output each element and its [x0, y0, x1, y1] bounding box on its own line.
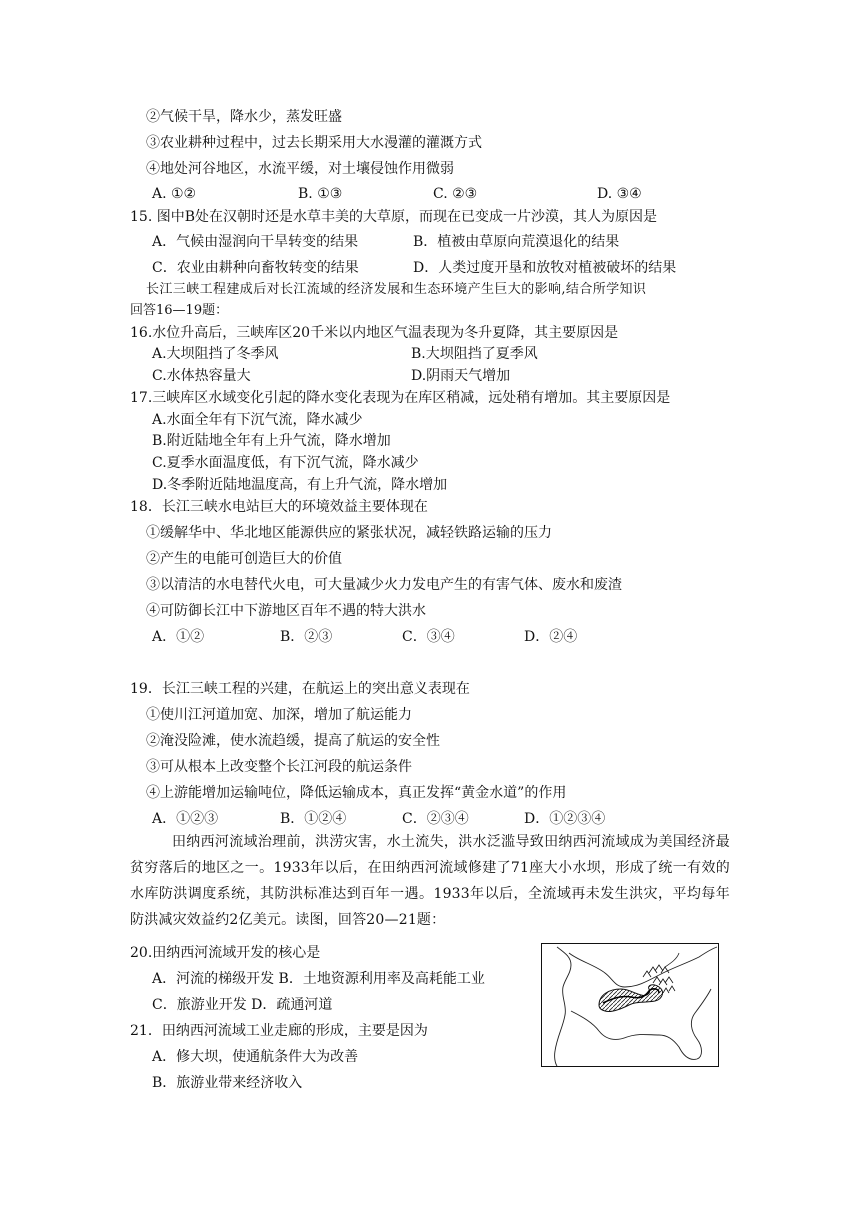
intro-16-19-line2: 回答16—19题： — [130, 303, 229, 318]
q18-option-a: A．①② — [152, 629, 205, 645]
q18-stem: 18．长江三峡水电站巨大的环境效益主要体现在 — [130, 499, 428, 515]
q15-option-c: C．农业由耕种向畜牧转变的结果 — [152, 260, 359, 276]
q17-option-d: D.冬季附近陆地温度高，有上升气流，降水增加 — [152, 477, 448, 493]
q18-item-2: ②产生的电能可创造巨大的价值 — [146, 551, 342, 567]
q20-options-cd: C．旅游业开发 D．疏通河道 — [152, 997, 333, 1013]
q17-option-b: B.附近陆地全年有上升气流，降水增加 — [152, 433, 391, 449]
option-line-3: ③农业耕种过程中，过去长期采用大水漫灌的灌溉方式 — [146, 135, 482, 151]
q18-option-b: B．②③ — [280, 629, 333, 645]
q21-option-a: A．修大坝，使通航条件大为改善 — [152, 1049, 359, 1065]
q16-option-a: A.大坝阻挡了冬季风 — [152, 346, 279, 362]
intro-16-19-line1: 长江三峡工程建成后对长江流域的经济发展和生态环境产生巨大的影响,结合所学知识 — [146, 282, 647, 297]
q19-stem: 19．长江三峡工程的兴建，在航运上的突出意义表现在 — [130, 681, 470, 697]
q20-options-ab: A．河流的梯级开发 B．土地资源利用率及高耗能工业 — [152, 971, 485, 987]
q21-stem: 21．田纳西河流域工业走廊的形成，主要是因为 — [130, 1023, 428, 1039]
q18-item-1: ①缓解华中、华北地区能源供应的紧张状况，减轻铁路运输的压力 — [146, 525, 552, 541]
q18-option-c: C．③④ — [402, 629, 455, 645]
q19-item-4: ④上游能增加运输吨位，降低运输成本，真正发挥“黄金水道”的作用 — [146, 785, 567, 801]
q18-option-d: D．②④ — [524, 629, 578, 645]
q15-option-a: A．气候由湿润向干旱转变的结果 — [152, 234, 359, 250]
q19-item-3: ③可从根本上改变整个长江河段的航运条件 — [146, 759, 412, 775]
q21-option-b: B．旅游业带来经济收入 — [152, 1075, 303, 1091]
q16-stem: 16.水位升高后，三峡库区20千米以内地区气温表现为冬升夏降，其主要原因是 — [130, 325, 619, 341]
q16-option-c: C.水体热容量大 — [152, 368, 251, 384]
q15-option-d: D．人类过度开垦和放牧对植被破坏的结果 — [413, 260, 677, 276]
q19-option-c: C．②③④ — [402, 811, 469, 827]
q17-option-a: A.水面全年有下沉气流，降水减少 — [152, 412, 363, 428]
tennessee-basin-map — [541, 943, 719, 1067]
q18-item-4: ④可防御长江中下游地区百年不遇的特大洪水 — [146, 603, 426, 619]
q16-option-d: D.阴雨天气增加 — [411, 368, 511, 384]
q15-stem: 15. 图中B处在汉朝时还是水草丰美的大草原，而现在已变成一片沙漠，其人为原因是 — [130, 209, 658, 225]
choice-a: A. ①② — [152, 186, 197, 202]
option-line-2: ②气候干旱，降水少，蒸发旺盛 — [146, 109, 342, 125]
q17-option-c: C.夏季水面温度低，有下沉气流，降水减少 — [152, 455, 419, 471]
q19-item-1: ①使川江河道加宽、加深，增加了航运能力 — [146, 707, 412, 723]
option-line-4: ④地处河谷地区，水流平缓，对土壤侵蚀作用微弱 — [146, 161, 454, 177]
q15-option-b: B．植被由草原向荒漠退化的结果 — [413, 234, 620, 250]
q20-stem: 20.田纳西河流域开发的核心是 — [130, 945, 321, 961]
q19-option-a: A．①②③ — [152, 811, 219, 827]
intro-20-21-paragraph: 田纳西河流域治理前，洪涝灾害，水土流失，洪水泛滥导致田纳西河流域成为美国经济最贫穷落后的地区之一。1933年以后，在田纳西河流域修建了71座大小水坝，形成了统一有效的水库防洪调度系统，其防洪标准达到百年一遇。1933年以后，全流域再未发生洪灾，平均每年防洪减灾效益约2亿美元。读图，回答20—21题： — [130, 834, 730, 928]
q17-stem: 17.三峡库区水域变化引起的降水变化表现为在库区稍减，远处稍有增加。其主要原因是 — [130, 390, 671, 406]
q19-option-b: B．①②④ — [280, 811, 347, 827]
choice-d: D. ③④ — [597, 186, 642, 202]
q16-option-b: B.大坝阻挡了夏季风 — [411, 346, 538, 362]
q18-item-3: ③以清洁的水电替代火电，可大量减少火力发电产生的有害气体、废水和废渣 — [146, 577, 622, 593]
q19-option-d: D．①②③④ — [524, 811, 606, 827]
choice-b: B. ①③ — [298, 186, 343, 202]
q19-item-2: ②淹没险滩，使水流趋缓，提高了航运的安全性 — [146, 733, 440, 749]
choice-c: C. ②③ — [433, 186, 478, 202]
